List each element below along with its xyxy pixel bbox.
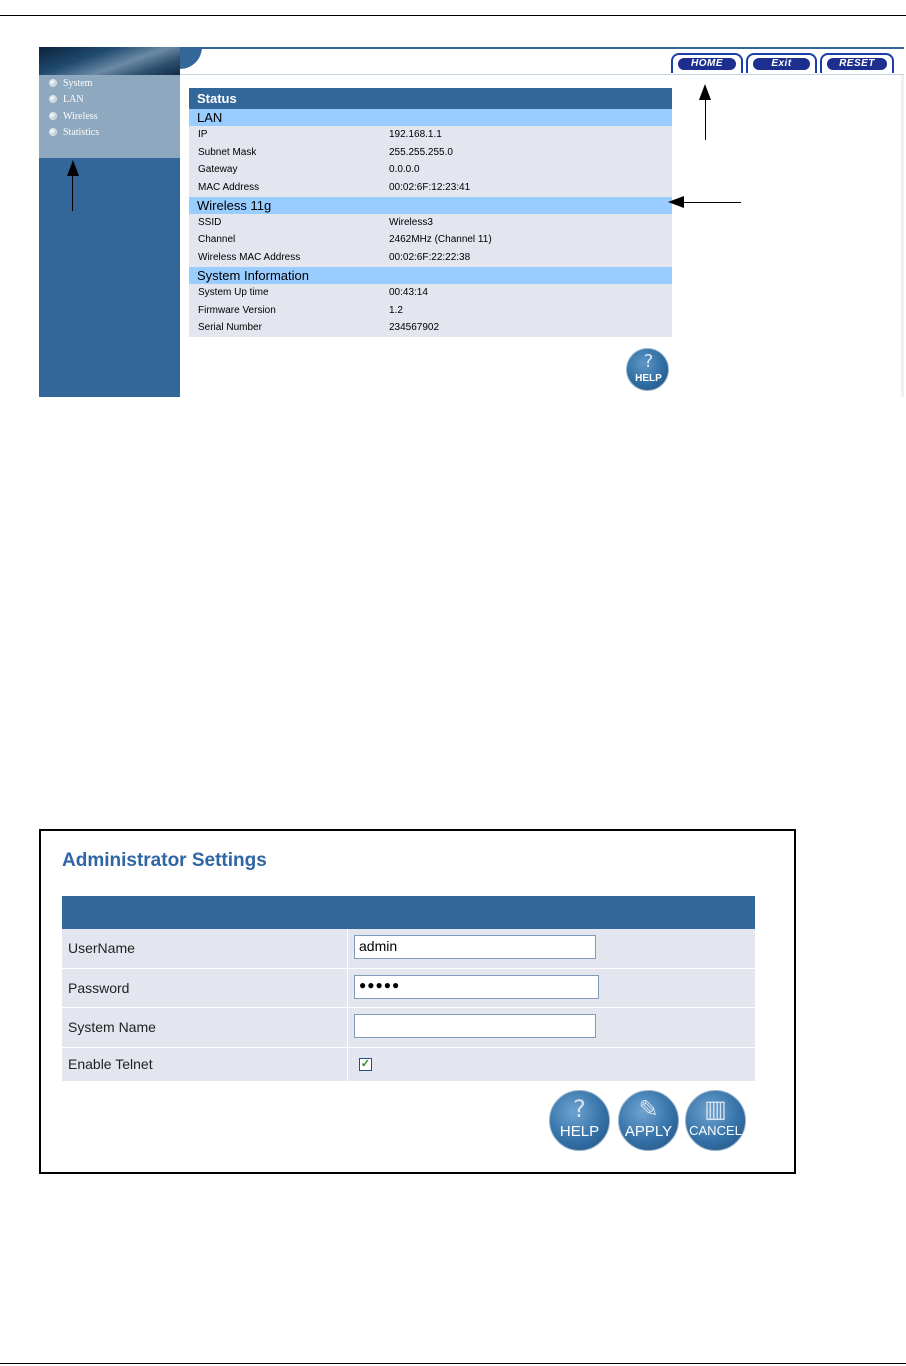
home-button-label: HOME (678, 58, 736, 70)
sidebar-header-photo (39, 47, 180, 75)
reset-button[interactable] (820, 53, 894, 73)
lan-section-heading: LAN (189, 109, 672, 126)
table-row (189, 284, 672, 302)
reset-button-label: RESET (827, 58, 887, 70)
table-row (189, 302, 672, 320)
field-label-cell (62, 1008, 347, 1047)
username-input[interactable]: admin (354, 935, 596, 959)
sidebar-item-wireless[interactable] (49, 110, 98, 124)
bullet-icon (49, 112, 57, 120)
apply-icon: ✎ (638, 1095, 659, 1123)
row-value: 1.2 (389, 304, 403, 316)
page-footer-rule (0, 1363, 906, 1364)
cancel-button-label: CANCEL (689, 1123, 742, 1138)
row-key: SSID (198, 216, 222, 228)
field-value-cell (348, 1008, 755, 1047)
password-label: Password (68, 979, 130, 996)
table-row (189, 179, 672, 197)
table-header (62, 896, 755, 929)
row-value: 2462MHz (Channel 11) (389, 234, 492, 246)
sidebar-item-label: Wireless (63, 111, 98, 122)
row-value: Wireless3 (389, 216, 433, 228)
row-key: Channel (198, 234, 236, 246)
status-table (189, 88, 672, 337)
annotation-arrow-up-right (705, 98, 706, 140)
row-value: 00:02:6F:22:22:38 (389, 252, 471, 264)
row-value: 234567902 (389, 322, 440, 334)
apply-button[interactable] (618, 1090, 679, 1151)
arrowhead-icon (668, 196, 684, 208)
table-row (189, 231, 672, 249)
table-row (189, 319, 672, 337)
row-value: 192.168.1.1 (389, 129, 442, 140)
table-row (189, 126, 672, 144)
router-status-screenshot (39, 47, 904, 397)
wireless-section-heading: Wireless 11g (189, 197, 672, 214)
table-row (189, 161, 672, 179)
row-key: Subnet Mask (198, 146, 257, 158)
row-key: System Up time (198, 286, 269, 298)
bullet-icon (49, 79, 57, 87)
help-button-label: HELP (635, 373, 662, 384)
username-label: UserName (68, 940, 135, 956)
annotation-arrow-up-left (72, 175, 73, 211)
system-name-label: System Name (68, 1019, 156, 1035)
system-name-row (62, 1008, 755, 1048)
table-row (189, 249, 672, 267)
username-row (62, 929, 755, 969)
help-button-label: HELP (559, 1123, 600, 1140)
table-row (189, 214, 672, 232)
field-value-cell (348, 929, 755, 968)
row-key: MAC Address (198, 182, 260, 194)
row-key: Wireless MAC Address (198, 252, 301, 264)
field-label-cell (62, 929, 347, 968)
sidebar-item-lan[interactable] (49, 93, 84, 107)
field-label-cell (62, 969, 347, 1008)
annotation-arrow-left (683, 202, 741, 203)
system-info-section-heading: System Information (189, 267, 672, 284)
cancel-button[interactable] (685, 1090, 746, 1151)
row-value: 255.255.255.0 (389, 146, 453, 158)
sidebar (39, 47, 180, 397)
bullet-icon (49, 128, 57, 136)
help-button[interactable] (549, 1090, 610, 1151)
help-icon: ? (643, 351, 654, 372)
sidebar-item-system[interactable] (49, 77, 92, 91)
field-label-cell (62, 1048, 347, 1081)
cancel-icon: ▥ (704, 1095, 727, 1123)
admin-settings-screenshot (39, 829, 796, 1174)
arrowhead-icon (699, 84, 711, 100)
password-input[interactable]: ●●●●● (354, 975, 599, 999)
home-button[interactable] (671, 53, 743, 73)
sidebar-item-label: System (63, 78, 93, 89)
row-value: 00:02:6F:12:23:41 (389, 182, 471, 194)
telnet-row (62, 1048, 755, 1082)
system-name-input[interactable] (354, 1014, 596, 1038)
field-value-cell (348, 969, 755, 1008)
row-key: IP (198, 129, 208, 140)
page-header-rule (0, 15, 906, 16)
row-key: Gateway (198, 164, 238, 176)
status-title: Status (189, 88, 672, 109)
bullet-icon (49, 95, 57, 103)
admin-settings-table (62, 896, 755, 1082)
enable-telnet-checkbox[interactable]: ✓ (360, 1057, 371, 1070)
row-value: 00:43:14 (389, 286, 428, 298)
help-button[interactable] (626, 348, 669, 391)
row-key: Firmware Version (198, 304, 276, 316)
table-row (189, 144, 672, 162)
sidebar-item-statistics[interactable] (49, 126, 99, 140)
arrowhead-icon (67, 160, 79, 176)
page-title: Administrator Settings (62, 850, 267, 871)
sidebar-item-label: LAN (63, 94, 84, 105)
row-key: Serial Number (198, 322, 262, 334)
exit-button-label: Exit (753, 58, 810, 70)
sidebar-item-label: Statistics (63, 127, 100, 138)
row-value: 0.0.0.0 (389, 164, 420, 176)
telnet-label: Enable Telnet (68, 1055, 153, 1072)
scrollbar-edge (901, 75, 904, 397)
help-icon: ? (573, 1095, 586, 1123)
exit-button[interactable] (746, 53, 817, 73)
apply-button-label: APPLY (624, 1123, 673, 1140)
field-value-cell (348, 1048, 755, 1081)
password-row (62, 969, 755, 1009)
sidebar-menu (39, 75, 180, 158)
